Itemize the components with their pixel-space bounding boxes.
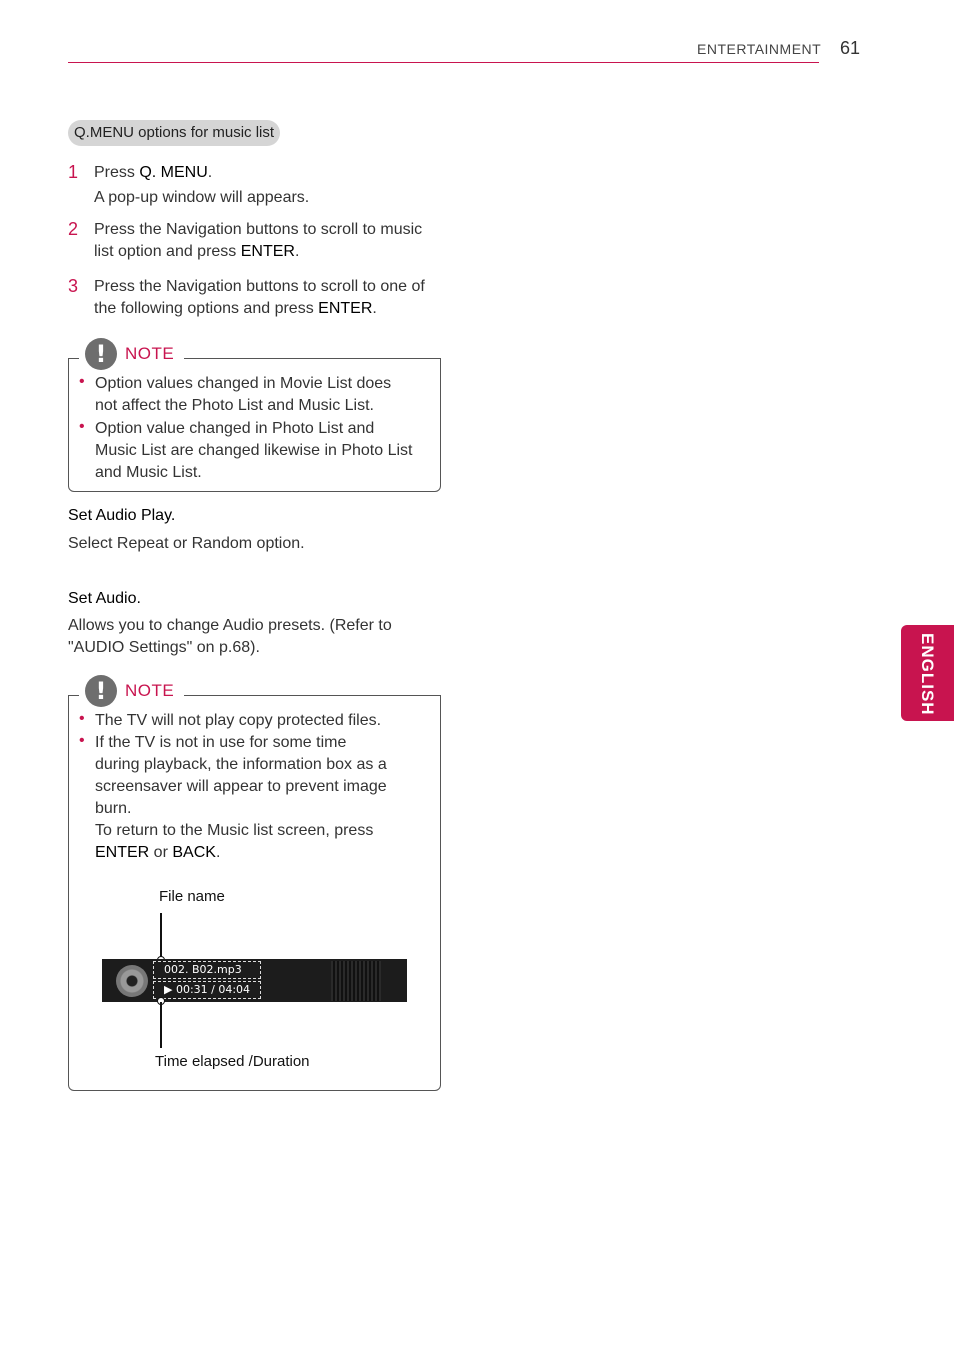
option-description: Select Repeat or Random option. [68,535,305,552]
bullet-icon: • [79,710,85,727]
note-box [68,677,441,1091]
key-name: ENTER [240,243,295,260]
note-bullet-text: Option values changed in Movie List does not affect the Photo List and Music List. [95,375,392,414]
note-header [79,674,184,708]
key-name: ENTER [318,300,373,317]
page-number: 61 [840,38,861,58]
exclamation-icon: ! [85,675,117,707]
option-description: Allows you to change Audio presets. (Refer to [68,617,392,634]
note-bullet-text: Option value changed in Photo List and Music List are changed likewise in Photo List and Music List. [95,420,413,481]
bullet-icon: • [79,732,85,749]
key-name: ENTER [95,844,150,861]
bullet-icon: • [79,373,85,390]
time-callout-label: Time elapsed /Duration [155,1053,310,1070]
option-heading: Set Audio. [68,590,141,607]
note-header [79,337,184,371]
step-text: Press the Navigation buttons to scroll to one of [94,278,425,295]
step-text: list option and press ENTER. [94,243,300,260]
note-label: NOTE [125,344,175,363]
option-description: "AUDIO Settings" on p.68). [68,639,260,656]
step-text: Press Q. MENU. [94,164,213,181]
section-title-pill: Q.MENU options for music list [68,120,280,146]
bullet-icon: • [79,418,85,435]
note-label: NOTE [125,681,175,700]
step-number: 3 [68,276,79,296]
step-number: 2 [68,219,79,239]
file-name-callout-label: File name [159,888,225,905]
option-heading: Set Audio Play. [68,507,176,524]
header-section-title: ENTERTAINMENT [697,41,822,57]
step-subtext: A pop-up window will appears. [94,189,310,206]
language-tab [901,625,954,721]
step-number: 1 [68,162,79,182]
note-bullet-text: The TV will not play copy protected files. [95,712,382,729]
exclamation-icon: ! [85,338,117,370]
note-box [68,340,441,492]
header-divider [68,62,819,63]
time-field: ▶ 00:31 / 04:04 [153,981,261,999]
callout-line [160,913,162,959]
note-bullet-text: If the TV is not in use for some time during playback, the information box as a screensaver will appear to prevent image burn. To return to the Music list screen, press ENTER or BACK. [95,734,387,861]
file-name-field: 002. B02.mp3 [153,961,261,979]
language-tab-label: ENGLISH [918,633,937,716]
equalizer-graphic [331,961,381,1001]
key-name: BACK [172,844,216,861]
callout-line [160,1002,162,1048]
disc-icon [116,965,148,997]
key-name: Q. MENU [139,164,208,181]
step-text: the following options and press ENTER. [94,300,377,317]
step-text: Press the Navigation buttons to scroll to music [94,221,423,238]
